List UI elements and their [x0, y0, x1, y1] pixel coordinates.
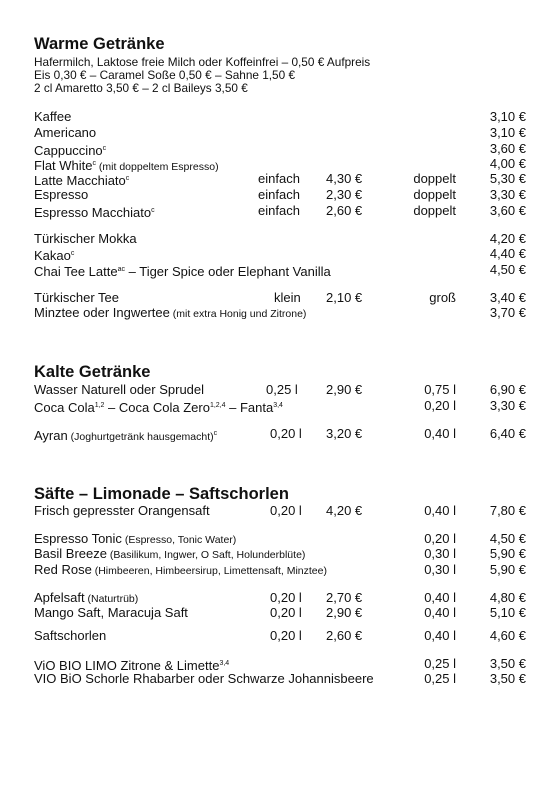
allergen-sup: 3,4 — [219, 660, 230, 667]
menu-item — [0, 671, 558, 687]
item-price: 7,80 € — [489, 503, 526, 518]
menu-item — [0, 656, 558, 672]
item-price: 3,10 € — [489, 109, 526, 124]
size-label-2: doppelt — [413, 171, 456, 186]
allergen-sup: c — [151, 207, 155, 214]
size-2: 0,40 l — [424, 503, 456, 518]
item-note: (Basilikum, Ingwer, O Saft, Holunderblüte) — [106, 549, 306, 561]
item-price: 3,50 € — [489, 656, 526, 671]
allergen-sup: 3,4 — [273, 402, 283, 409]
menu-item — [0, 171, 558, 187]
price-1: 2,60 € — [326, 203, 363, 218]
allergen-sup: c — [213, 430, 218, 437]
menu-item — [0, 590, 558, 606]
menu-item — [0, 503, 558, 519]
size-1: 0,20 l — [270, 605, 302, 620]
allergen-sup: 1,2,4 — [209, 402, 226, 409]
price-1: 2,60 € — [326, 628, 363, 643]
menu-item — [0, 605, 558, 621]
item-name: Ayran (Joghurtgetränk hausgemacht)$^c$ — [34, 428, 218, 443]
item-name: Red Rose (Himbeeren, Himbeersirup, Limettensaft, Minztee) — [34, 562, 327, 577]
menu-item — [0, 562, 558, 578]
size-2: 0,20 l — [424, 531, 456, 546]
menu-item — [0, 187, 558, 203]
item-note: (Himbeeren, Himbeersirup, Limettensaft, Minztee) — [91, 565, 327, 577]
warm-note-1: Hafermilch, Laktose freie Milch oder Koffeinfrei – 0,50 € Aufpreis — [34, 55, 371, 69]
item-name: VIO BiO Schorle Rhabarber oder Schwarze Johannisbeere — [34, 671, 374, 686]
section-title-cold: Kalte Getränke — [34, 363, 151, 381]
section-title-juice: Säfte – Limonade – Saftschorlen — [34, 485, 289, 503]
item-name: Mango Saft, Maracuja Saft — [34, 605, 188, 620]
item-price: 4,50 € — [489, 262, 526, 277]
item-name: Frisch gepresster Orangensaft — [34, 503, 210, 518]
item-price: 5,90 € — [489, 562, 526, 577]
allergen-sup: 1,2 — [94, 402, 105, 409]
menu-item — [0, 426, 558, 442]
size-1: 0,20 l — [270, 590, 302, 605]
price-1: 4,20 € — [326, 503, 363, 518]
menu-item — [0, 125, 558, 141]
item-name: ViO BIO LIMO Zitrone & Limette$^{3,4}$ — [34, 658, 230, 673]
size-1: 0,20 l — [270, 503, 302, 518]
item-note: (mit extra Honig und Zitrone) — [169, 308, 307, 320]
item-price: 3,70 € — [489, 305, 526, 320]
menu-item — [0, 231, 558, 247]
item-name: Espresso Tonic (Espresso, Tonic Water) — [34, 531, 237, 546]
menu-item — [0, 305, 558, 321]
item-name: Coca Cola$^{1,2}$ – Coca Cola Zero$^{1,2,4}$ – Fanta$^{3,4}$ — [34, 400, 283, 415]
item-price: 6,40 € — [489, 426, 526, 441]
menu-item — [0, 246, 558, 262]
item-name: Cappuccino$^c$ — [34, 143, 107, 158]
item-price: 4,50 € — [489, 531, 526, 546]
menu-item — [0, 628, 558, 644]
item-note: (Joghurtgetränk hausgemacht) — [67, 431, 214, 443]
item-name: Türkischer Mokka — [34, 231, 137, 246]
size-label-1: einfach — [258, 203, 300, 218]
menu-item — [0, 531, 558, 547]
item-price: 4,20 € — [489, 231, 526, 246]
allergen-sup: ac — [117, 266, 126, 273]
allergen-sup: c — [125, 175, 130, 182]
size-label-2: doppelt — [413, 203, 456, 218]
item-name: Saftschorlen — [34, 628, 107, 643]
size-label-2: groß — [429, 290, 456, 305]
item-name: Kaffee — [34, 109, 72, 124]
item-price: 4,60 € — [489, 628, 526, 643]
size-2: 0,75 l — [424, 382, 456, 397]
item-price: 3,60 € — [489, 141, 526, 156]
size-2: 0,20 l — [424, 398, 456, 413]
item-name: Espresso Macchiato$^c$ — [34, 205, 155, 220]
item-name: Apfelsaft (Naturtrüb) — [34, 590, 139, 605]
allergen-sup: c — [92, 160, 97, 167]
size-2: 0,40 l — [424, 628, 456, 643]
item-price: 3,40 € — [489, 290, 526, 305]
size-label-2: doppelt — [413, 187, 456, 202]
menu-item — [0, 382, 558, 398]
menu-item — [0, 262, 558, 278]
item-price: 3,30 € — [489, 398, 526, 413]
item-note: (mit doppeltem Espresso) — [96, 161, 219, 173]
size-label-1: klein — [274, 290, 301, 305]
item-name: Flat White$^c$ (mit doppeltem Espresso) — [34, 158, 219, 173]
item-price: 5,30 € — [489, 171, 526, 186]
warm-note-2: Eis 0,30 € – Caramel Soße 0,50 € – Sahne 1,50 € — [34, 68, 296, 82]
item-price: 5,10 € — [489, 605, 526, 620]
item-price: 6,90 € — [489, 382, 526, 397]
menu-item — [0, 141, 558, 157]
price-1: 2,90 € — [326, 605, 363, 620]
size-2: 0,40 l — [424, 590, 456, 605]
item-name: Chai Tee Latte$^{ac}$ – Tiger Spice oder Elephant Vanilla — [34, 264, 331, 279]
item-price: 3,60 € — [489, 203, 526, 218]
size-1: 0,25 l — [266, 382, 298, 397]
section-title-warm: Warme Getränke — [34, 35, 165, 53]
item-name: Minztee oder Ingwertee (mit extra Honig und Zitrone) — [34, 305, 307, 320]
item-price: 3,10 € — [489, 125, 526, 140]
item-price: 4,40 € — [489, 246, 526, 261]
item-name: Espresso — [34, 187, 89, 202]
price-1: 2,10 € — [326, 290, 363, 305]
item-name: Basil Breeze (Basilikum, Ingwer, O Saft, Holunderblüte) — [34, 546, 306, 561]
price-1: 4,30 € — [326, 171, 363, 186]
warm-note-3: 2 cl Amaretto 3,50 € – 2 cl Baileys 3,50 € — [34, 81, 248, 95]
menu-item — [0, 546, 558, 562]
item-price: 4,00 € — [489, 156, 526, 171]
item-name: Kakao$^c$ — [34, 248, 75, 263]
size-label-1: einfach — [258, 187, 300, 202]
menu-item — [0, 156, 558, 172]
price-1: 2,30 € — [326, 187, 363, 202]
size-2: 0,25 l — [424, 656, 456, 671]
price-1: 2,70 € — [326, 590, 363, 605]
item-price: 3,50 € — [489, 671, 526, 686]
item-price: 3,30 € — [489, 187, 526, 202]
menu-item — [0, 109, 558, 125]
size-2: 0,25 l — [424, 671, 456, 686]
size-2: 0,30 l — [424, 546, 456, 561]
size-label-1: einfach — [258, 171, 300, 186]
size-2: 0,30 l — [424, 562, 456, 577]
menu-item — [0, 398, 558, 414]
item-name: Americano — [34, 125, 97, 140]
size-1: 0,20 l — [270, 628, 302, 643]
allergen-sup: c — [102, 145, 107, 152]
size-2: 0,40 l — [424, 605, 456, 620]
allergen-sup: c — [70, 250, 75, 257]
menu-item — [0, 203, 558, 219]
item-price: 5,90 € — [489, 546, 526, 561]
item-price: 4,80 € — [489, 590, 526, 605]
price-1: 3,20 € — [326, 426, 363, 441]
item-note: (Naturtrüb) — [84, 593, 139, 605]
menu-item — [0, 290, 558, 306]
item-name: Türkischer Tee — [34, 290, 120, 305]
item-name: Latte Macchiato$^c$ — [34, 173, 130, 188]
size-1: 0,20 l — [270, 426, 302, 441]
size-2: 0,40 l — [424, 426, 456, 441]
item-note: (Espresso, Tonic Water) — [121, 534, 237, 546]
price-1: 2,90 € — [326, 382, 363, 397]
item-name: Wasser Naturell oder Sprudel — [34, 382, 205, 397]
